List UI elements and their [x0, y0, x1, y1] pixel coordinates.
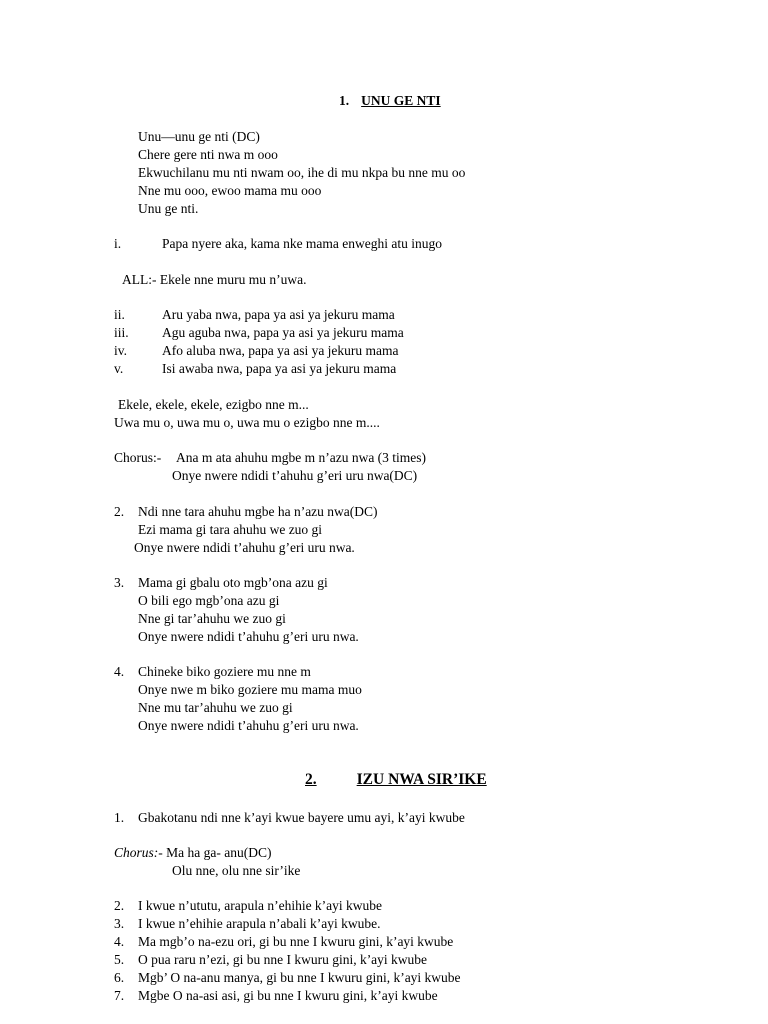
verse-text: Gbakotanu ndi nne k’ayi kwue bayere umu ayi, k’ayi kwube: [138, 810, 465, 825]
verse-number: 7.: [114, 988, 125, 1003]
stanza-number: 3.: [114, 575, 125, 590]
verse-text: I kwue n’ehihie arapula n’abali k’ayi kwube.: [138, 916, 381, 931]
verse-number: 4.: [114, 934, 125, 949]
verse-number: i.: [114, 236, 122, 251]
verse-number: ii.: [114, 307, 125, 322]
ekele-line: Uwa mu o, uwa mu o, uwa mu o ezigbo nne m....: [114, 415, 380, 430]
verse-number: v.: [114, 361, 124, 376]
chorus-line: Ana m ata ahuhu mgbe m n’azu nwa (3 times): [176, 450, 427, 465]
song1-title-number: 1.: [339, 93, 350, 108]
stanza-line: Onye nwere ndidi t’ahuhu g’eri uru nwa.: [138, 629, 359, 644]
all-response: ALL:- Ekele nne muru mu n’uwa.: [122, 272, 307, 287]
chorus-line: Onye nwere ndidi t’ahuhu g’eri uru nwa(DC): [172, 468, 418, 483]
chorus-label: Chorus:-: [114, 450, 162, 465]
stanza-line: Onye nwe m biko goziere mu mama muo: [138, 682, 362, 697]
chorus-line: Olu nne, olu nne sir’ike: [172, 863, 301, 878]
stanza-number: 4.: [114, 664, 125, 679]
stanza-line: Onye nwere ndidi t’ahuhu g’eri uru nwa.: [134, 540, 355, 555]
song1-intro-line: Unu—unu ge nti (DC): [138, 129, 260, 144]
chorus-line: [114, 844, 271, 861]
chorus-label: Chorus:: [114, 845, 159, 860]
song1-intro-line: Nne mu ooo, ewoo mama mu ooo: [138, 183, 322, 198]
verse-number: iii.: [114, 325, 129, 340]
stanza-line: Nne mu tar’ahuhu we zuo gi: [138, 700, 293, 715]
song1-intro-line: Chere gere nti nwa m ooo: [138, 147, 278, 162]
stanza-line: Mama gi gbalu oto mgb’ona azu gi: [138, 575, 328, 590]
verse-text: Aru yaba nwa, papa ya asi ya jekuru mama: [162, 307, 395, 322]
stanza-line: O bili ego mgb’ona azu gi: [138, 593, 280, 608]
verse-number: 3.: [114, 916, 125, 931]
verse-text: Isi awaba nwa, papa ya asi ya jekuru mama: [162, 361, 397, 376]
song1-intro-line: Ekwuchilanu mu nti nwam oo, ihe di mu nkpa bu nne mu oo: [138, 165, 466, 180]
stanza-line: Ezi mama gi tara ahuhu we zuo gi: [138, 522, 323, 537]
stanza-line: Chineke biko goziere mu nne m: [138, 664, 311, 679]
song1-title-text: UNU GE NTI: [361, 93, 441, 108]
verse-text: Agu aguba nwa, papa ya asi ya jekuru mama: [162, 325, 404, 340]
verse-text: Mgbe O na-asi asi, gi bu nne I kwuru gini, k’ayi kwube: [138, 988, 438, 1003]
song1-intro-line: Unu ge nti.: [138, 201, 199, 216]
verse-number: 1.: [114, 810, 125, 825]
song2-title-text: IZU NWA SIR’IKE: [356, 771, 487, 788]
song2-title-number: 2.: [305, 771, 317, 788]
stanza-line: Ndi nne tara ahuhu mgbe ha n’azu nwa(DC): [138, 504, 378, 519]
verse-text: Afo aluba nwa, papa ya asi ya jekuru mama: [162, 343, 399, 358]
ekele-line: Ekele, ekele, ekele, ezigbo nne m...: [118, 397, 309, 412]
verse-number: 2.: [114, 898, 125, 913]
chorus-text: - Ma ha ga- anu(DC): [158, 845, 272, 860]
verse-text: Mgb’ O na-anu manya, gi bu nne I kwuru gini, k’ayi kwube: [138, 970, 461, 985]
verse-number: iv.: [114, 343, 127, 358]
stanza-line: Nne gi tar’ahuhu we zuo gi: [138, 611, 286, 626]
stanza-number: 2.: [114, 504, 125, 519]
verse-text: I kwue n’ututu, arapula n’ehihie k’ayi kwube: [138, 898, 383, 913]
verse-text: Papa nyere aka, kama nke mama enweghi atu inugo: [162, 236, 443, 251]
verse-text: O pua raru n’ezi, gi bu nne I kwuru gini, k’ayi kwube: [138, 952, 428, 967]
verse-text: Ma mgb’o na-ezu ori, gi bu nne I kwuru gini, k’ayi kwube: [138, 934, 454, 949]
song2-title: [305, 771, 487, 788]
song1-title: [339, 92, 441, 109]
verse-number: 6.: [114, 970, 125, 985]
stanza-line: Onye nwere ndidi t’ahuhu g’eri uru nwa.: [138, 718, 359, 733]
verse-number: 5.: [114, 952, 125, 967]
